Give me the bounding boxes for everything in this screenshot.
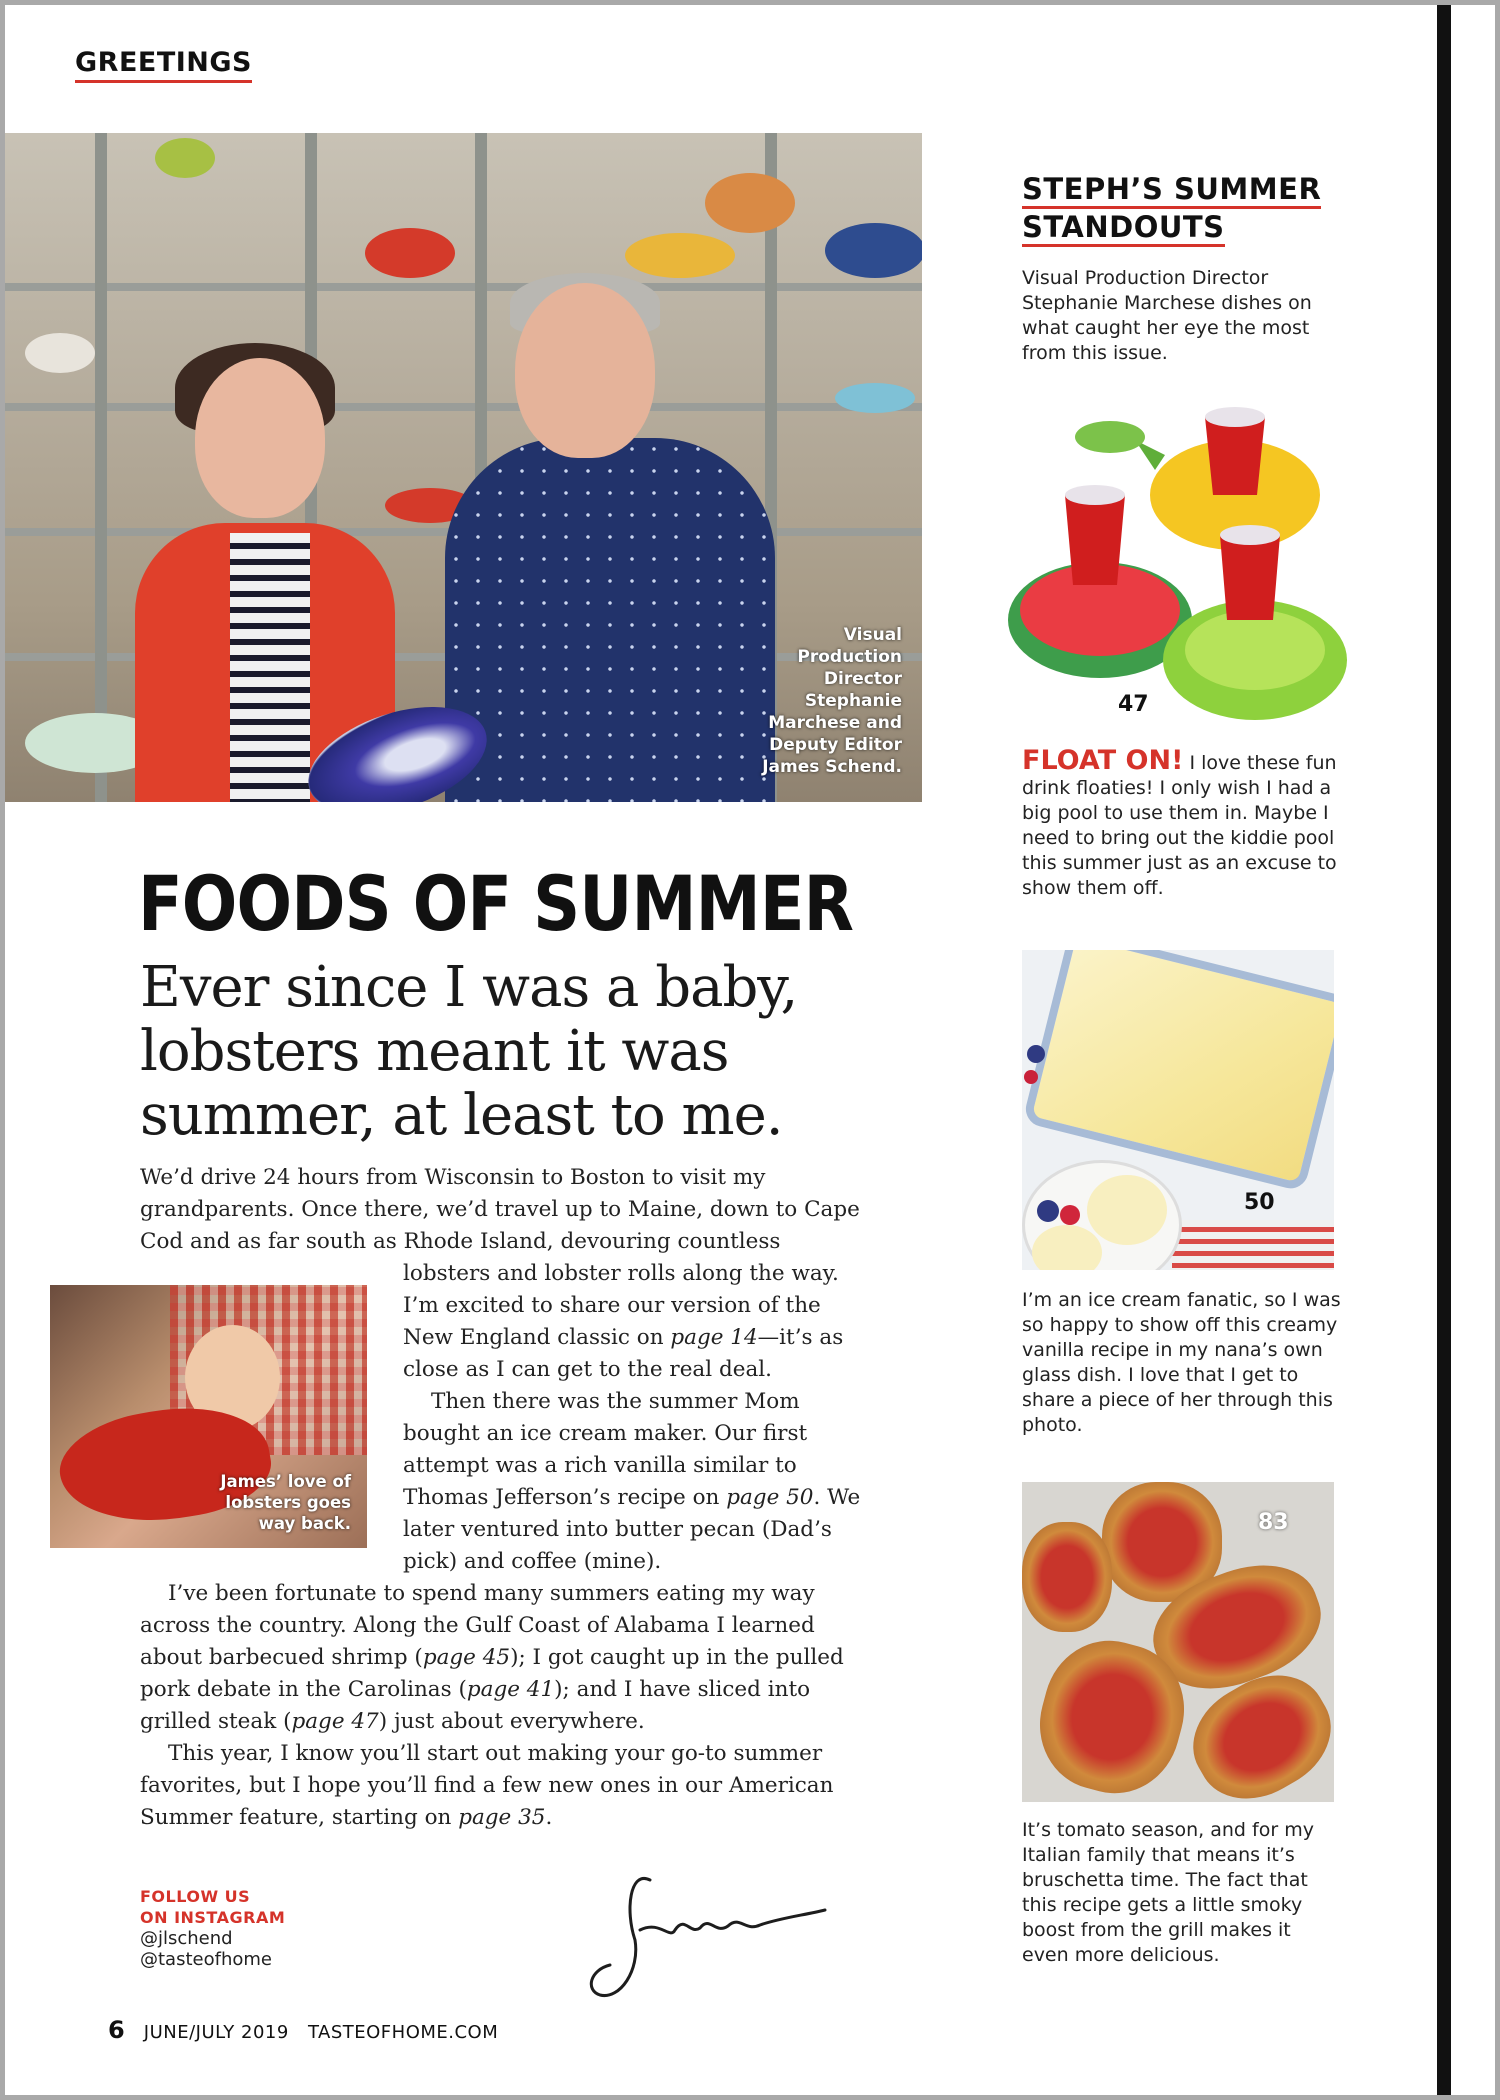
follow-instagram	[140, 1886, 285, 1970]
paragraph-1-continued: lobsters and lobster rolls along the way. I’m excited to share our version of the New England classic on page 14—it’s as close as I can get to the real deal.	[403, 1261, 844, 1382]
follow-heading-line1: FOLLOW US	[140, 1887, 251, 1906]
page-ref: page 50	[726, 1485, 814, 1510]
page-ref-47: 47	[1118, 692, 1149, 717]
baby-photo	[50, 1285, 367, 1548]
ice-cream-image	[1022, 950, 1334, 1270]
page-ref-50: 50	[1244, 1190, 1275, 1215]
paragraph-4: This year, I know you’ll start out making your go-to summer favorites, but I hope you’ll find a few new ones in our American Summer feature, starting on page 35.	[140, 1741, 834, 1830]
sidebar-intro: Visual Production Director Stephanie Marchese dishes on what caught her eye the most from this issue.	[1022, 267, 1312, 364]
paragraph-1-full: We’d drive 24 hours from Wisconsin to Boston to visit my grandparents. Once there, we’d travel up to Maine, down to Cape Cod and as far south as Rhode Island, devouring countless	[140, 1165, 860, 1254]
hero-photo	[5, 133, 922, 802]
ice-cream-text: I’m an ice cream fanatic, so I was so happy to show off this creamy vanilla recipe in my nana’s own glass dish. I love that I get to share a piece of her through this photo.	[1022, 1289, 1341, 1436]
page-ref: page 35	[458, 1805, 546, 1830]
website[interactable]: TASTEOFHOME.COM	[307, 2022, 499, 2043]
drink-floaties-image	[1005, 395, 1355, 735]
instagram-handle[interactable]: @tasteofhome	[140, 1949, 272, 1970]
section-label: GREETINGS	[75, 48, 252, 83]
page-number: 6	[108, 2016, 125, 2044]
page-ref: page 47	[291, 1709, 379, 1734]
bruschetta-image	[1022, 1482, 1334, 1802]
page-ref: page 41	[466, 1677, 555, 1702]
float-on-lead: FLOAT ON!	[1022, 745, 1184, 776]
float-on-text: FLOAT ON! I love these fun drink floaties! I only wish I had a big pool to use them in. Maybe I need to bring out the kiddie pool this summer just as an excuse to show them off.	[1022, 745, 1337, 899]
signature	[580, 1860, 830, 2010]
instagram-handle[interactable]: @jlschend	[140, 1928, 233, 1949]
page-ref: page 45	[422, 1645, 511, 1670]
person-right	[445, 438, 775, 802]
article-headline: FOODS OF SUMMER	[138, 859, 854, 948]
paragraph-2: Then there was the summer Mom bought an ice cream maker. Our first attempt was a rich vanilla similar to Thomas Jefferson’s recipe on page 50. We later ventured into butter pecan (Dad’s pick) and coffee (mine).	[403, 1389, 861, 1574]
baby-photo-caption: James’ love of lobsters goes way back.	[220, 1472, 351, 1533]
paragraph-3: I’ve been fortunate to spend many summers eating my way across the country. Along the Gulf Coast of Alabama I learned about barbecued shrimp (page 45); I got caught up in the pulled pork debate in the Carolinas (page 41); and I have sliced into grilled steak (page 47) just about everywhere.	[140, 1581, 844, 1734]
sidebar-title: STEPH’S SUMMER STANDOUTS	[1022, 170, 1321, 246]
article-dek: Ever since I was a baby, lobsters meant it was summer, at least to me.	[140, 955, 798, 1148]
page-ref-83: 83	[1258, 1510, 1289, 1535]
follow-heading-line2: ON INSTAGRAM	[140, 1908, 286, 1927]
page-edge-bar	[1437, 5, 1451, 2095]
page-ref: page 14	[670, 1325, 758, 1350]
issue-date: JUNE/JULY 2019	[143, 2022, 289, 2043]
bruschetta-text: It’s tomato season, and for my Italian family that means it’s bruschetta time. The fact that this recipe gets a little smoky boost from the grill makes it even more delicious.	[1022, 1819, 1314, 1966]
hero-caption: Visual Production Director Stephanie Marchese and Deputy Editor James Schend.	[762, 625, 902, 777]
page-footer	[108, 2016, 498, 2044]
